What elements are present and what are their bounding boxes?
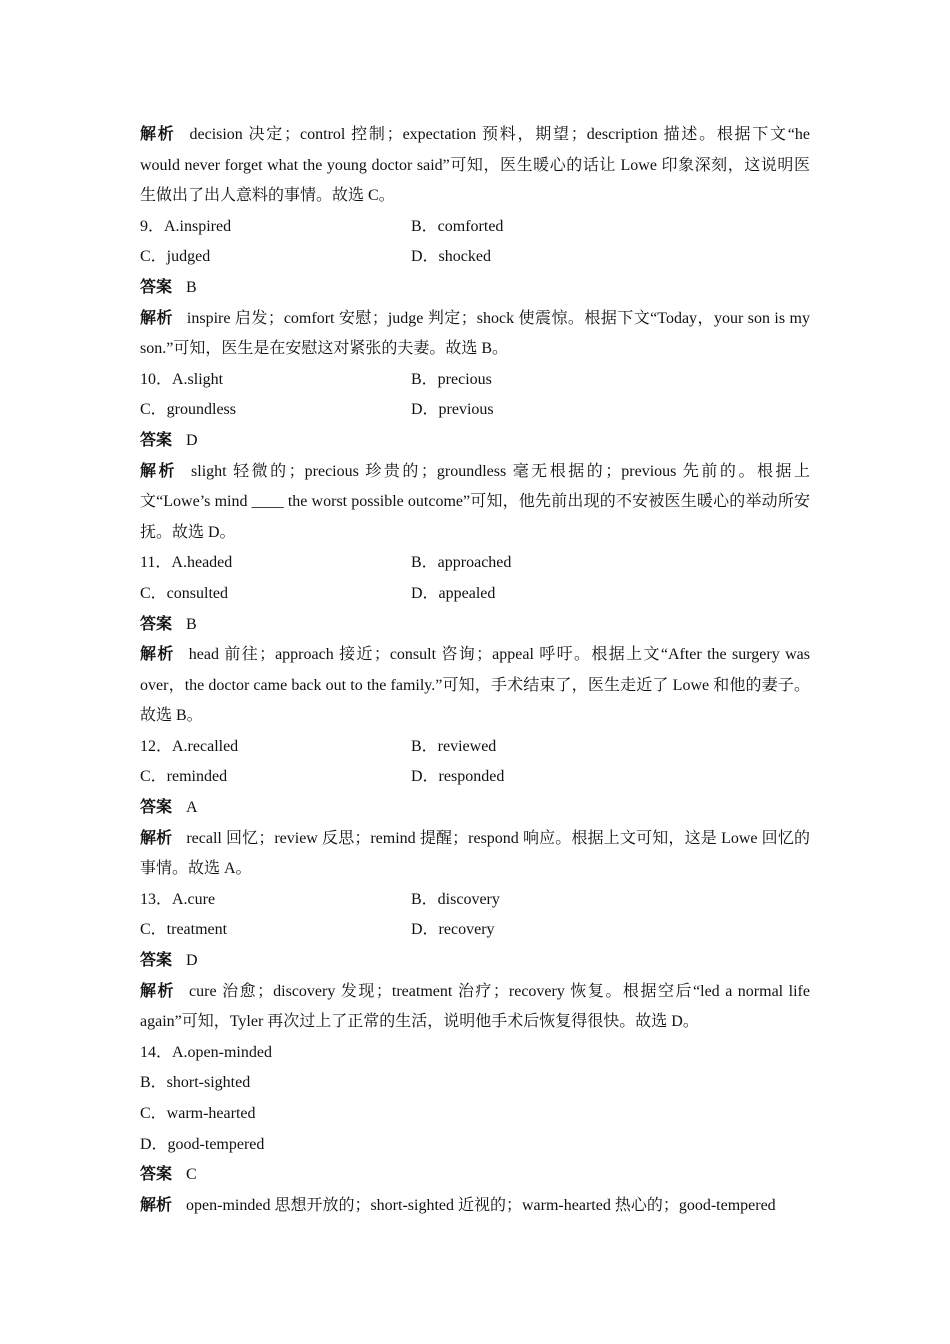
answer-value: C xyxy=(186,1166,197,1184)
option-a: 10．A.slight xyxy=(140,370,224,388)
option-row xyxy=(140,885,810,916)
analysis-text: inspire 启发；comfort 安慰；judge 判定；shock 使震惊。根据下文“Today，your son is my son.”可知，医生是在安慰这对紧张的夫妻。故选 B。 xyxy=(140,309,810,358)
option-row xyxy=(140,579,810,610)
option-row xyxy=(140,242,810,273)
answer-label: 答案 xyxy=(140,278,173,296)
document-content xyxy=(140,120,810,1221)
option-b: B．reviewed xyxy=(411,737,497,755)
option-b: B．approached xyxy=(411,554,512,572)
answer-value: B xyxy=(186,278,197,296)
option-d: D．previous xyxy=(411,401,494,419)
analysis-label: 解析 xyxy=(140,309,173,327)
analysis-paragraph xyxy=(140,457,810,549)
option-d: D．recovery xyxy=(411,921,495,939)
answer-value: D xyxy=(186,952,198,970)
option-b: B．discovery xyxy=(411,890,500,908)
analysis-label: 解析 xyxy=(140,982,176,1000)
option-row xyxy=(140,548,810,579)
option-a: 14．A.open-minded xyxy=(140,1043,272,1061)
option-row xyxy=(140,365,810,396)
analysis-paragraph xyxy=(140,640,810,732)
option-row xyxy=(140,762,810,793)
analysis-paragraph xyxy=(140,824,810,885)
option-c: C．consulted xyxy=(140,584,228,602)
answer-label: 答案 xyxy=(140,952,173,970)
answer-line xyxy=(140,946,810,977)
option-b: B．precious xyxy=(411,370,492,388)
analysis-label: 解析 xyxy=(140,646,175,664)
answer-line xyxy=(140,1160,810,1191)
option-a: 12．A.recalled xyxy=(140,737,239,755)
analysis-text: decision 决定；control 控制；expectation 预料，期望；description 描述。根据下文“he would never forget what the young doctor said”可知，医生暖心的话让 Lowe 印象深刻，这说明医生做出了出人意料的事情。故选 C。 xyxy=(140,126,810,205)
answer-line xyxy=(140,610,810,641)
analysis-text: recall 回忆；review 反思；remind 提醒；respond 响应。根据上文可知，这是 Lowe 回忆的事情。故选 A。 xyxy=(140,829,810,878)
option-row xyxy=(140,395,810,426)
option-d: D．responded xyxy=(411,768,505,786)
option-c: C．groundless xyxy=(140,401,237,419)
analysis-label: 解析 xyxy=(140,829,173,847)
analysis-paragraph xyxy=(140,120,810,212)
option-c: C．treatment xyxy=(140,921,228,939)
option-a: 13．A.cure xyxy=(140,890,216,908)
option-b: B．comforted xyxy=(411,217,504,235)
answer-line xyxy=(140,793,810,824)
answer-label: 答案 xyxy=(140,799,173,817)
option-c: C．reminded xyxy=(140,768,228,786)
option-d: D．shocked xyxy=(411,248,491,266)
analysis-text: slight 轻微的；precious 珍贵的；groundless 毫无根据的；previous 先前的。根据上文“Lowe’s mind ____ the worst possible outcome”可知，他先前出现的不安被医生暖心的举动所安抚。故选 D。 xyxy=(140,462,810,541)
option-row xyxy=(140,732,810,763)
answer-value: D xyxy=(186,431,198,449)
analysis-paragraph xyxy=(140,977,810,1038)
option-row xyxy=(140,212,810,243)
answer-value: B xyxy=(186,615,197,633)
option-d: D．good-tempered xyxy=(140,1135,265,1153)
answer-label: 答案 xyxy=(140,1166,173,1184)
option-row xyxy=(140,915,810,946)
option-a: 9．A.inspired xyxy=(140,217,232,235)
option-c: C．judged xyxy=(140,248,211,266)
option-c: C．warm-hearted xyxy=(140,1105,256,1122)
option-a: 11．A.headed xyxy=(140,554,233,572)
analysis-text: open-minded 思想开放的；short-sighted 近视的；warm-hearted 热心的；good-tempered xyxy=(186,1196,776,1214)
analysis-label: 解析 xyxy=(140,462,178,480)
answer-line xyxy=(140,426,810,457)
answer-value: A xyxy=(186,799,198,817)
option-b: B．short-sighted xyxy=(140,1074,251,1092)
option-d: D．appealed xyxy=(411,584,496,602)
answer-label: 答案 xyxy=(140,615,173,633)
analysis-text: head 前往；approach 接近；consult 咨询；appeal 呼吁。根据上文“After the surgery was over，the doctor came back out to the family.”可知，手术结束了，医生走近了 Lowe 和他的妻子。故选 B。 xyxy=(140,646,810,725)
analysis-label: 解析 xyxy=(140,126,176,143)
analysis-paragraph xyxy=(140,1191,810,1222)
analysis-text: cure 治愈；discovery 发现；treatment 治疗；recovery 恢复。根据空后“led a normal life again”可知，Tyler 再次过上了正常的生活，说明他手术后恢复得很快。故选 D。 xyxy=(140,982,810,1031)
answer-line xyxy=(140,273,810,304)
analysis-paragraph xyxy=(140,304,810,365)
analysis-label: 解析 xyxy=(140,1196,173,1214)
answer-label: 答案 xyxy=(140,431,173,449)
